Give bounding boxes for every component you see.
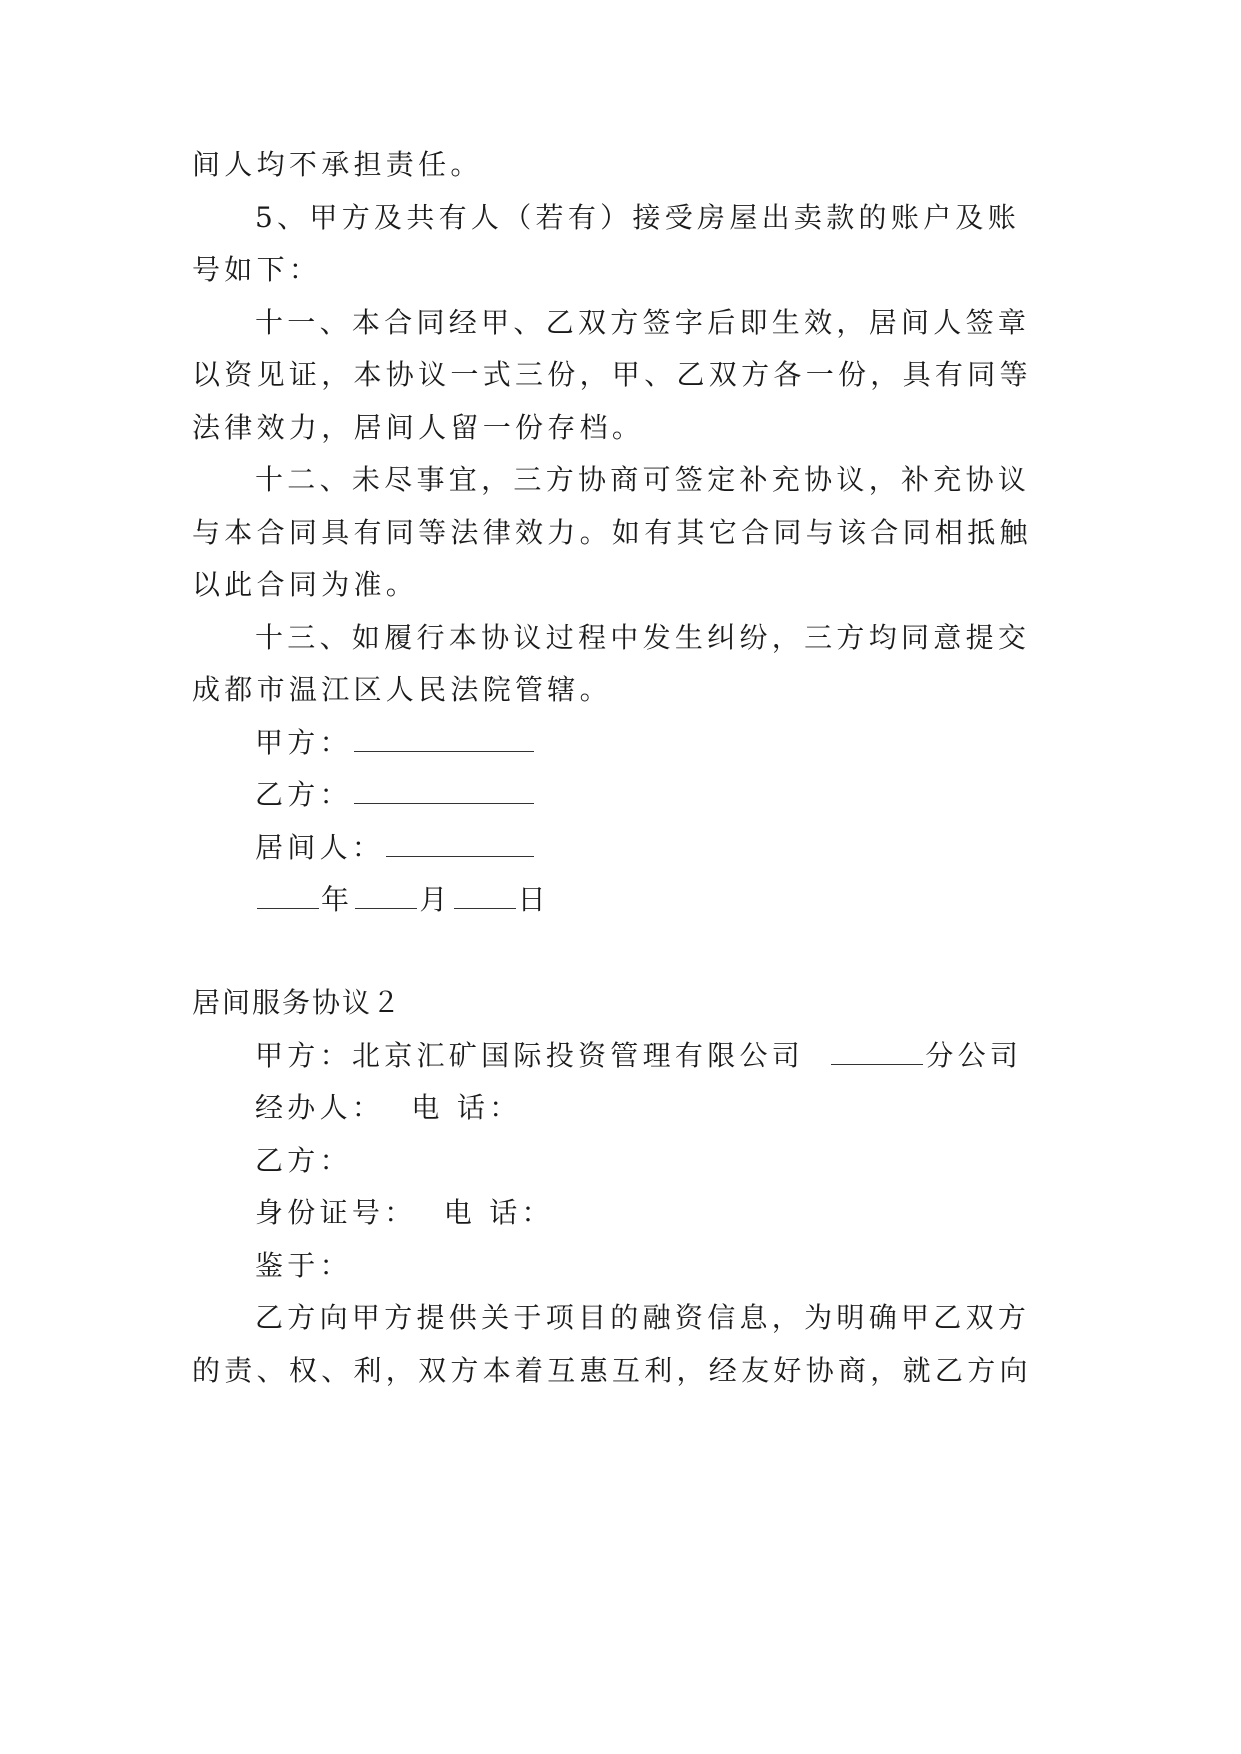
paragraph-line: 号如下：	[192, 253, 322, 286]
party-a-signature	[255, 723, 536, 763]
paragraph-line: 的责、权、利，双方本着互惠互利，经友好协商，就乙方向	[192, 1354, 1032, 1387]
party-b-signature	[255, 775, 536, 815]
branch-suffix: 分公司	[925, 1039, 1023, 1072]
phone-label: 电 话：	[443, 1196, 554, 1229]
id-label: 身份证号：	[255, 1196, 417, 1229]
signature-date	[255, 880, 550, 920]
year-blank[interactable]	[257, 882, 319, 909]
paragraph-line: 以此合同为准。	[192, 568, 419, 601]
clause-11-line: 十一、本合同经甲、乙双方签字后即生效，居间人签章	[255, 306, 1031, 339]
paragraph-line: 成都市温江区人民法院管辖。	[192, 673, 612, 706]
id-line	[255, 1193, 554, 1233]
party-a-blank[interactable]	[354, 725, 534, 752]
paragraph-line: 以资见证，本协议一式三份，甲、乙双方各一份，具有同等	[192, 358, 1032, 391]
broker-label: 居间人：	[255, 831, 385, 864]
phone-label: 电 话：	[411, 1091, 522, 1124]
broker-blank[interactable]	[386, 830, 534, 857]
branch-blank[interactable]	[831, 1038, 923, 1065]
paragraph-line: 5、甲方及共有人（若有）接受房屋出卖款的账户及账	[255, 201, 1021, 234]
party-a-label: 甲方：	[255, 726, 352, 759]
clause-12-line: 十二、未尽事宜，三方协商可签定补充协议，补充协议	[255, 463, 1031, 496]
clause-13-line: 十三、如履行本协议过程中发生纠纷，三方均同意提交	[255, 621, 1031, 654]
party-b-blank[interactable]	[354, 777, 534, 804]
handler-line	[255, 1088, 522, 1128]
party-b-line: 乙方：	[255, 1144, 352, 1177]
paragraph-line: 法律效力，居间人留一份存档。	[192, 411, 645, 444]
paragraph-line: 乙方向甲方提供关于项目的融资信息，为明确甲乙双方	[255, 1301, 1031, 1334]
handler-label: 经办人：	[255, 1091, 385, 1124]
party-a-company: 甲方：北京汇矿国际投资管理有限公司	[255, 1039, 805, 1072]
paragraph-line: 间人均不承担责任。	[192, 148, 483, 181]
party-b-label: 乙方：	[255, 778, 352, 811]
month-label: 月	[419, 883, 452, 916]
day-blank[interactable]	[454, 882, 516, 909]
whereas-line: 鉴于：	[255, 1249, 352, 1282]
year-label: 年	[321, 883, 354, 916]
month-blank[interactable]	[355, 882, 417, 909]
paragraph-line: 与本合同具有同等法律效力。如有其它合同与该合同相抵触	[192, 516, 1032, 549]
broker-signature	[255, 828, 536, 868]
day-label: 日	[517, 883, 550, 916]
party-a-line	[255, 1036, 1022, 1076]
section-title: 居间服务协议２	[192, 986, 403, 1019]
